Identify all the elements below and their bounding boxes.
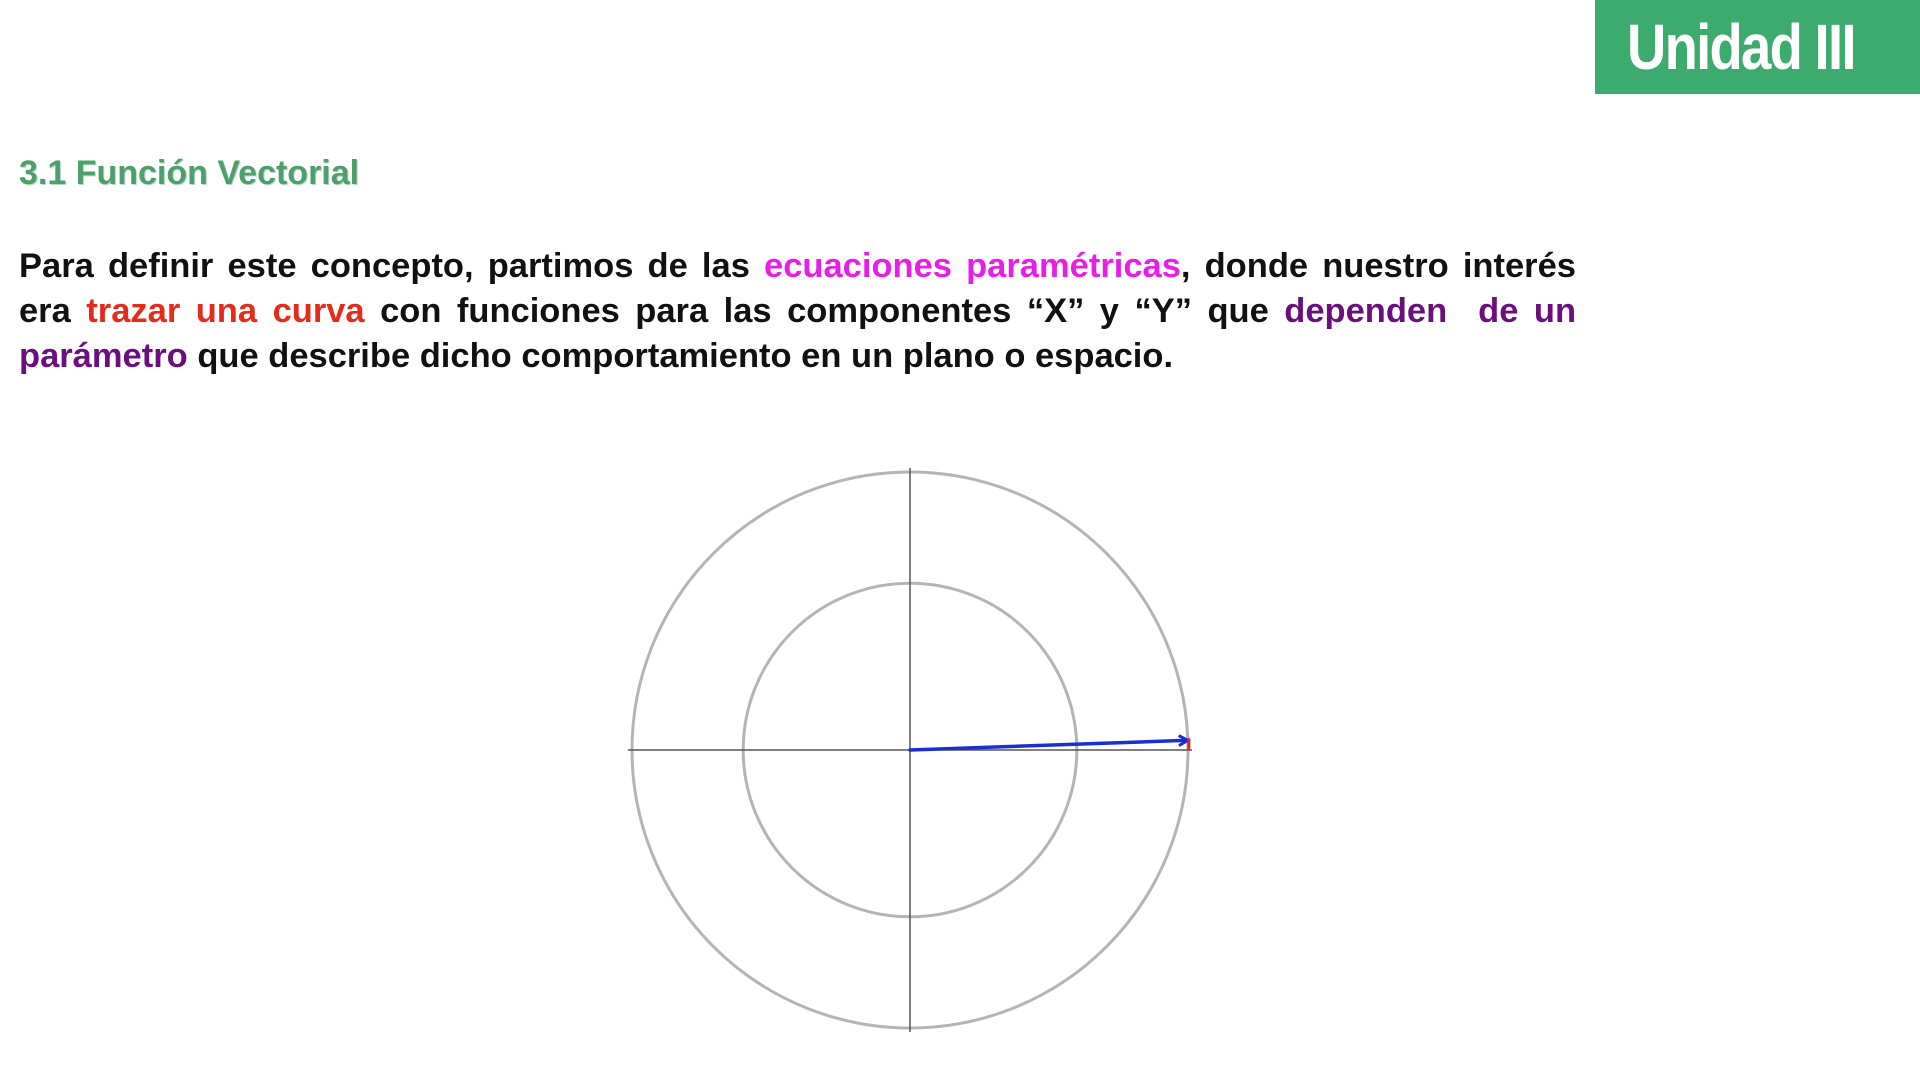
highlight-una: una — [195, 292, 258, 330]
definition-paragraph — [19, 244, 1576, 379]
highlight-parametric-equations: ecuaciones paramétricas — [764, 247, 1181, 285]
highlight-trazar: trazar — [86, 292, 181, 330]
highlight-curva: curva — [272, 292, 365, 330]
highlight-parameter: de un parámetro — [19, 292, 1577, 375]
unit-badge — [1595, 0, 1920, 94]
unit-circle-figure — [620, 460, 1200, 1040]
paragraph-text-3: con funciones para las componentes “X” y “Y” que — [364, 292, 1285, 330]
position-vector — [910, 740, 1188, 750]
paragraph-text-4: que describe dicho comportamiento en un plano o espacio. — [187, 337, 1174, 375]
unit-badge-label: Unidad III — [1627, 11, 1855, 83]
paragraph-text-1: Para definir este concepto, partimos de las — [19, 247, 765, 285]
paragraph-text-2: , donde nuestro interés era — [19, 247, 1576, 330]
highlight-dependen: dependen — [1284, 292, 1448, 330]
section-title: 3.1 Función Vectorial — [19, 154, 360, 192]
